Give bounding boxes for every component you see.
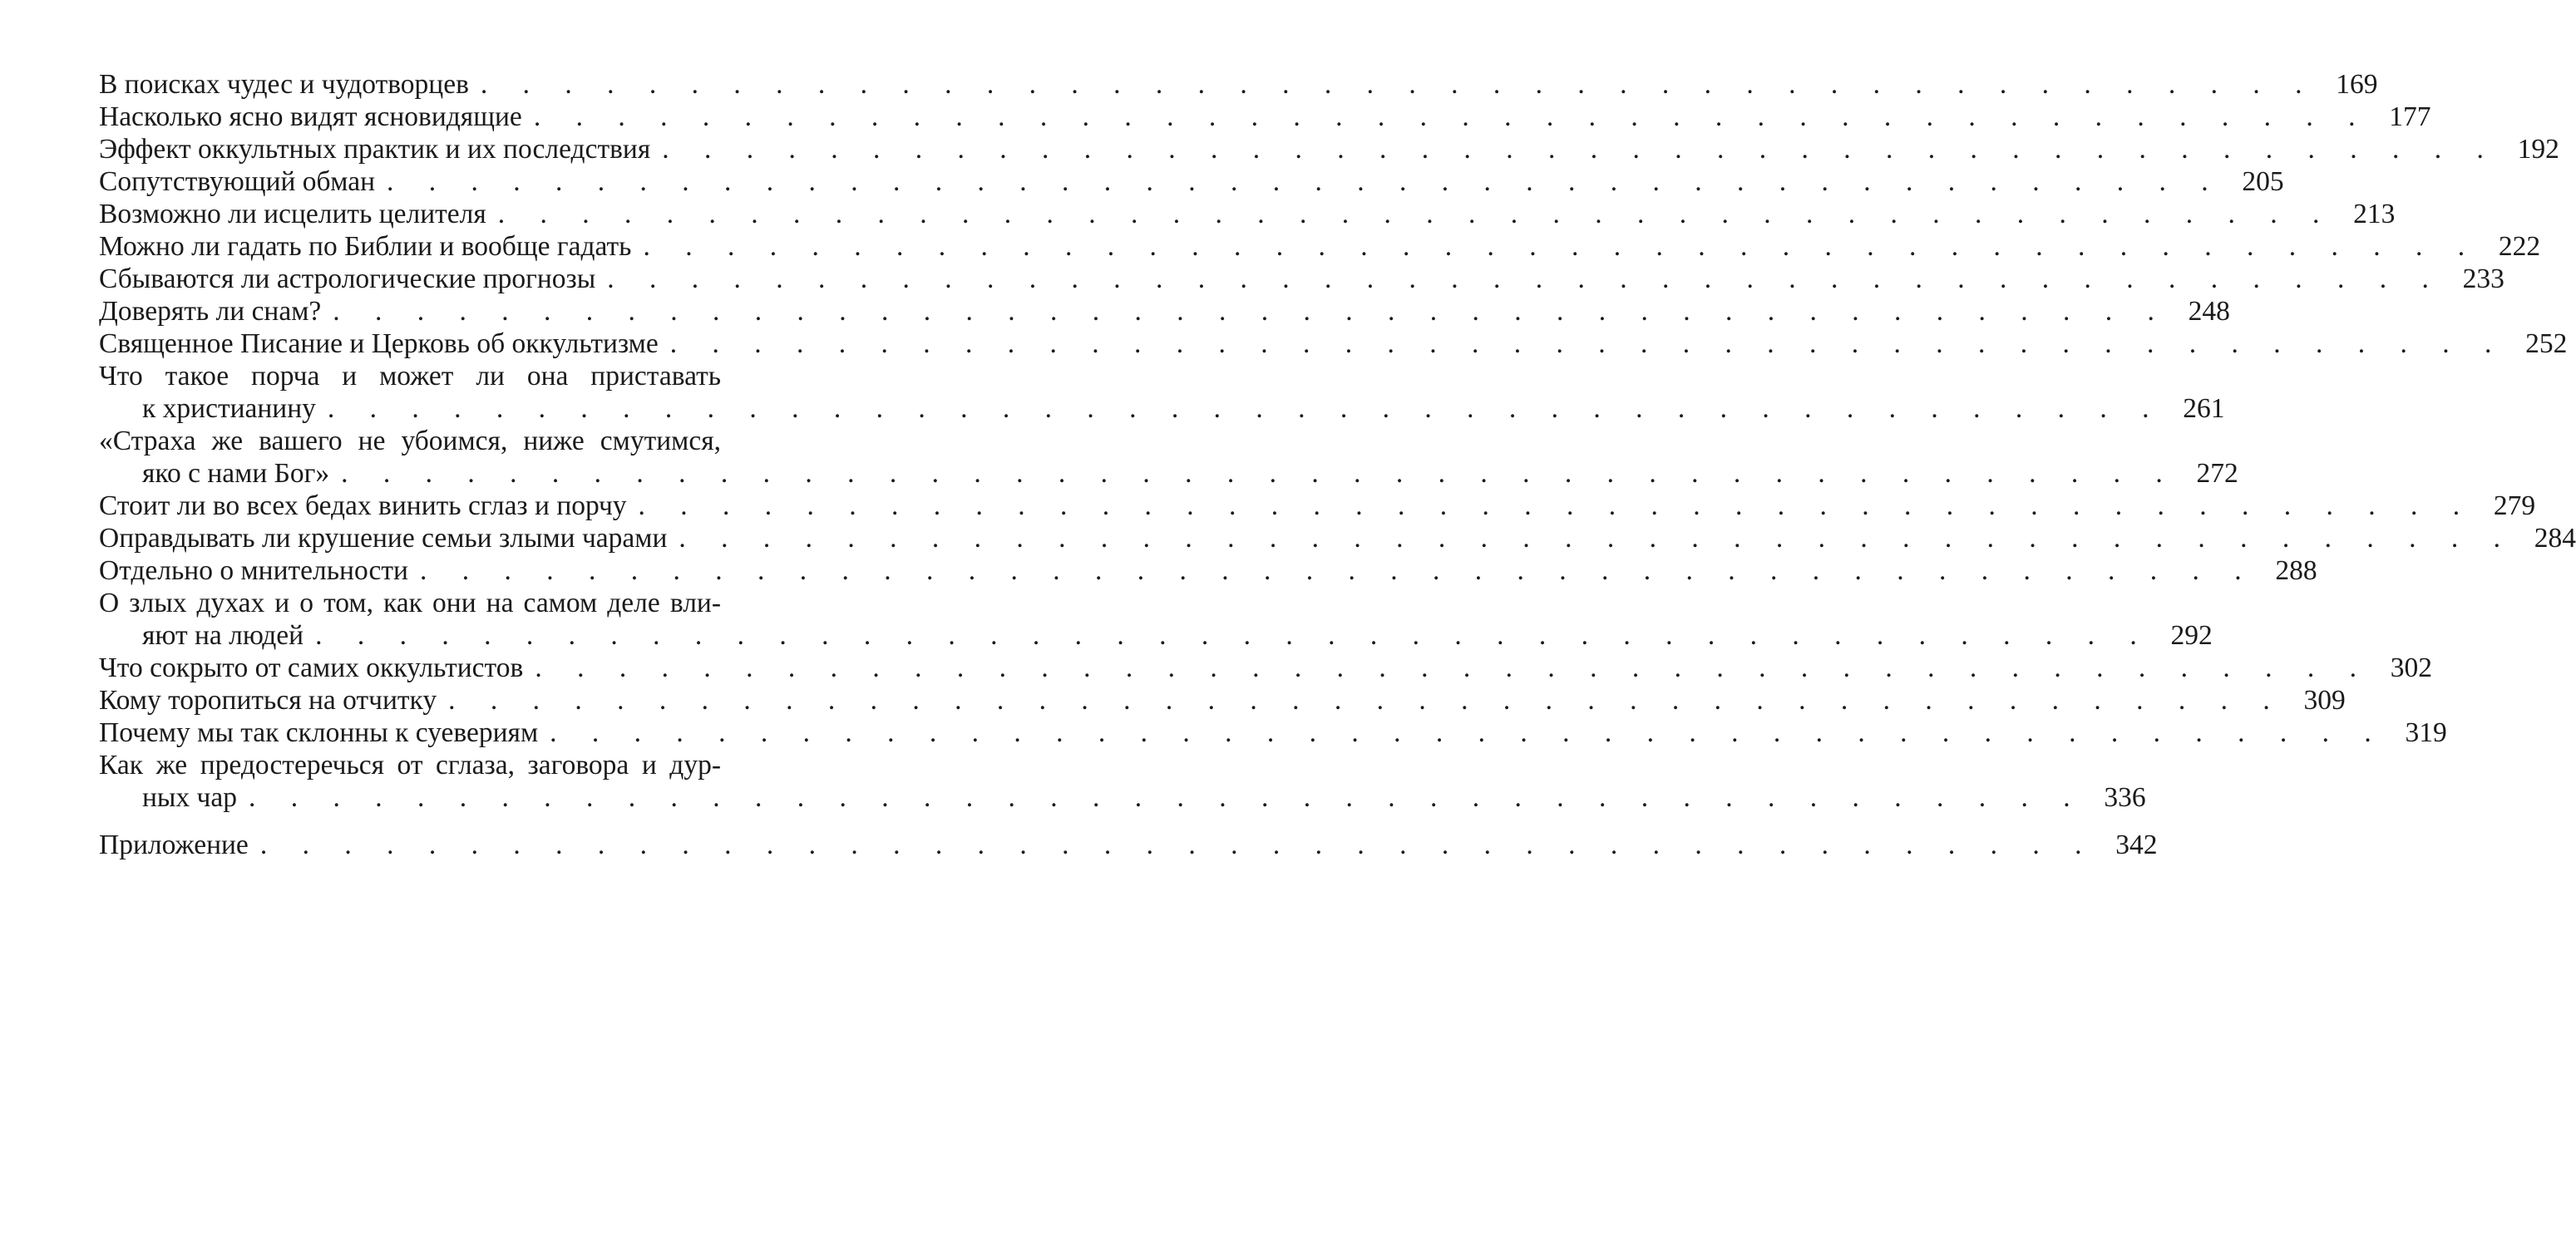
- toc-entry-line: [99, 684, 2346, 717]
- dot-leader: . . . . . . . . . . . . . . . . . . . . . . . . . . . . . . . . . . . . . . . . . . . .: [679, 523, 2515, 554]
- toc-entry: [99, 749, 2146, 814]
- toc-entry-title: Что такое порча и может ли она приставать: [99, 361, 721, 392]
- toc-entry-line: [99, 829, 2158, 861]
- toc-page-number: 213: [2353, 199, 2396, 229]
- toc-entry-title: яко с нами Бог»: [142, 458, 330, 489]
- toc-page-number: 233: [2462, 263, 2504, 294]
- toc-page-number: 205: [2242, 166, 2284, 197]
- dot-leader: . . . . . . . . . . . . . . . . . . . . . . . . . . . . . . . . . . . . . . . . . . . .: [480, 69, 2317, 100]
- toc-page-number: 302: [2390, 653, 2432, 683]
- dot-leader: . . . . . . . . . . . . . . . . . . . . . . . . . . . . . . . . . . . . . . . . . . . .: [315, 620, 2151, 651]
- toc-entry-title: Возможно ли исцелить целителя: [99, 199, 486, 229]
- toc-entry-title: Священное Писание и Церковь об оккультизме: [99, 328, 659, 359]
- toc-entry: [99, 360, 2225, 425]
- toc-entry-title: Как же предостеречься от сглаза, заговора и дур-: [99, 750, 721, 781]
- dot-leader: . . . . . . . . . . . . . . . . . . . . . . . . . . . . . . . . . . . . . . . . . . . .: [333, 296, 2169, 327]
- dot-leader: . . . . . . . . . . . . . . . . . . . . . . . . . . . . . . . . . . . . . . . . . . . .: [533, 101, 2370, 132]
- toc-entry: [99, 490, 2536, 522]
- toc-entry: [99, 522, 2576, 554]
- dot-leader: . . . . . . . . . . . . . . . . . . . . . . . . . . . . . . . . . . . . . . . . . . . .: [638, 490, 2475, 521]
- toc-entry-line: [99, 327, 2568, 360]
- toc-entry-title: ных чар: [142, 782, 238, 813]
- toc-entry-title: Можно ли гадать по Библии и вообще гадать: [99, 231, 632, 262]
- toc-page-number: 248: [2188, 296, 2230, 327]
- toc-page-number: 309: [2303, 685, 2346, 716]
- toc-entry-title: О злых духах и о том, как они на самом деле вли-: [99, 588, 721, 618]
- dot-leader: . . . . . . . . . . . . . . . . . . . . . . . . . . . . . . . . . . . . . . . . . . . .: [249, 782, 2085, 813]
- toc-entry-line: [99, 522, 2576, 554]
- toc-entry-line: [99, 295, 2230, 327]
- toc-entry-line: [99, 392, 2225, 425]
- toc-entry: [99, 101, 2431, 133]
- toc-entry: [99, 829, 2158, 861]
- table-of-contents: [99, 68, 2576, 861]
- toc-entry-line: [99, 133, 2559, 165]
- toc-entry-wrapped-line: [99, 360, 796, 392]
- toc-entry-title: Отдельно о мнительности: [99, 555, 408, 586]
- toc-page-number: 252: [2525, 328, 2568, 359]
- toc-entry-title: Кому торопиться на отчитку: [99, 685, 437, 716]
- toc-page-number: 177: [2389, 101, 2431, 132]
- dot-leader: . . . . . . . . . . . . . . . . . . . . . . . . . . . . . . . . . . . . . . . . . . . .: [419, 555, 2256, 586]
- toc-entry-title: Сопутствующий обман: [99, 166, 376, 197]
- toc-page-number: 336: [2104, 782, 2146, 813]
- toc-page-number: 284: [2534, 523, 2576, 554]
- toc-entry: [99, 554, 2317, 587]
- toc-entry-line: [99, 652, 2432, 684]
- toc-page-number: 342: [2115, 830, 2158, 860]
- toc-page-number: 272: [2196, 458, 2238, 489]
- dot-leader: . . . . . . . . . . . . . . . . . . . . . . . . . . . . . . . . . . . . . . . . . . . .: [341, 458, 2177, 489]
- dot-leader: . . . . . . . . . . . . . . . . . . . . . . . . . . . . . . . . . . . . . . . . . . . .: [607, 263, 2443, 294]
- toc-entry: [99, 263, 2504, 295]
- toc-entry: [99, 684, 2346, 717]
- dot-leader: . . . . . . . . . . . . . . . . . . . . . . . . . . . . . . . . . . . . . . . . . . . .: [387, 166, 2223, 197]
- toc-entry-line: [99, 263, 2504, 295]
- toc-entry: [99, 68, 2378, 101]
- dot-leader: . . . . . . . . . . . . . . . . . . . . . . . . . . . . . . . . . . . . . . . . . . . .: [535, 653, 2371, 683]
- toc-entry: [99, 587, 2213, 652]
- toc-entry: [99, 230, 2541, 263]
- toc-entry-wrapped-line: [99, 425, 796, 457]
- toc-entry-line: [99, 781, 2146, 814]
- toc-entry-line: [99, 619, 2213, 652]
- dot-leader: . . . . . . . . . . . . . . . . . . . . . . . . . . . . . . . . . . . . . . . . . . . .: [662, 134, 2498, 165]
- toc-entry: [99, 652, 2432, 684]
- toc-entry-title: Приложение: [99, 830, 249, 860]
- toc-entry-line: [99, 457, 2238, 490]
- toc-entry-title: Что сокрыто от самих оккультистов: [99, 653, 524, 683]
- toc-entry-title: яют на людей: [142, 620, 304, 651]
- toc-entry-title: Сбываются ли астрологические прогнозы: [99, 263, 596, 294]
- toc-entry-line: [99, 101, 2431, 133]
- toc-page-number: 222: [2498, 231, 2541, 262]
- toc-page-number: 319: [2405, 717, 2447, 748]
- toc-entry-line: [99, 490, 2536, 522]
- toc-entry-title: Оправдывать ли крушение семьи злыми чарами: [99, 523, 668, 554]
- toc-page-number: 169: [2336, 69, 2378, 100]
- dot-leader: . . . . . . . . . . . . . . . . . . . . . . . . . . . . . . . . . . . . . . . . . . . .: [448, 685, 2284, 716]
- toc-entry-title: В поисках чудес и чудотворцев: [99, 69, 469, 100]
- toc-entry: [99, 295, 2230, 327]
- toc-entry-wrapped-line: [99, 587, 796, 619]
- toc-entry-line: [99, 230, 2541, 263]
- dot-leader: . . . . . . . . . . . . . . . . . . . . . . . . . . . . . . . . . . . . . . . . . . . .: [497, 199, 2334, 229]
- toc-entry-title: Эффект оккультных практик и их последствия: [99, 134, 651, 165]
- toc-entry-wrapped-line: [99, 749, 796, 781]
- toc-entry-line: [99, 554, 2317, 587]
- toc-entry-line: [99, 717, 2447, 749]
- toc-entry-title: к христианину: [142, 393, 316, 424]
- toc-page-number: 279: [2493, 490, 2536, 521]
- toc-page-number: 261: [2183, 393, 2225, 424]
- toc-entry-line: [99, 198, 2396, 230]
- toc-entry: [99, 165, 2284, 198]
- dot-leader: . . . . . . . . . . . . . . . . . . . . . . . . . . . . . . . . . . . . . . . . . . . .: [327, 393, 2164, 424]
- toc-page-number: 192: [2517, 134, 2559, 165]
- toc-entry: [99, 425, 2238, 490]
- toc-entry: [99, 198, 2396, 230]
- dot-leader: . . . . . . . . . . . . . . . . . . . . . . . . . . . . . . . . . . . . . . . . . . . .: [669, 328, 2506, 359]
- toc-page-number: 292: [2170, 620, 2213, 651]
- toc-entry: [99, 327, 2568, 360]
- toc-entry: [99, 133, 2559, 165]
- toc-entry: [99, 717, 2447, 749]
- dot-leader: . . . . . . . . . . . . . . . . . . . . . . . . . . . . . . . . . . . . . . . . . . . .: [259, 830, 2096, 860]
- toc-entry-line: [99, 68, 2378, 101]
- toc-entry-line: [99, 165, 2284, 198]
- dot-leader: . . . . . . . . . . . . . . . . . . . . . . . . . . . . . . . . . . . . . . . . . . . .: [643, 231, 2480, 262]
- toc-entry-title: Доверять ли снам?: [99, 296, 322, 327]
- toc-entry-title: «Страха же вашего не убоимся, ниже смутимся,: [99, 426, 721, 456]
- toc-entry-title: Стоит ли во всех бедах винить сглаз и порчу: [99, 490, 627, 521]
- toc-entry-title: Насколько ясно видят ясновидящие: [99, 101, 522, 132]
- toc-entry-title: Почему мы так склонны к суевериям: [99, 717, 539, 748]
- toc-page-number: 288: [2275, 555, 2317, 586]
- dot-leader: . . . . . . . . . . . . . . . . . . . . . . . . . . . . . . . . . . . . . . . . . . . .: [550, 717, 2386, 748]
